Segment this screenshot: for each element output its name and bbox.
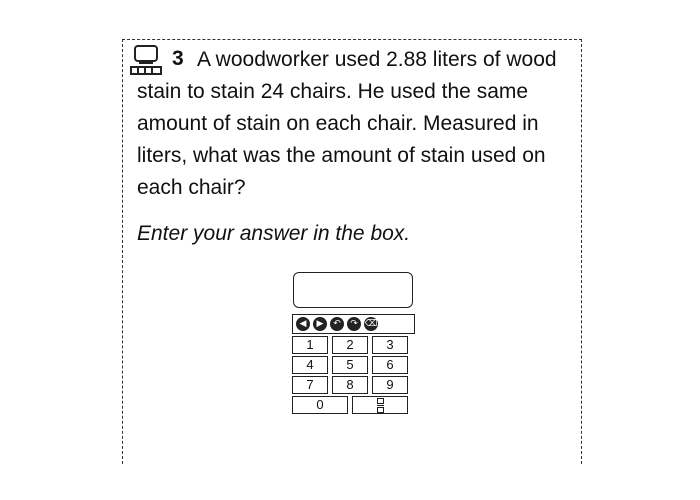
- cursor-left-icon[interactable]: ◀: [296, 317, 310, 331]
- fraction-key[interactable]: [352, 396, 408, 414]
- keypad-row-4: [292, 396, 414, 414]
- key-0[interactable]: 0: [292, 396, 348, 414]
- key-4[interactable]: 4: [292, 356, 328, 374]
- equation-keypad: [292, 314, 414, 414]
- keypad-row-3: [292, 376, 414, 394]
- key-2[interactable]: 2: [332, 336, 368, 354]
- keypad-control-row: [292, 314, 415, 334]
- question-text-rest: wood stain to stain 24 chairs. He used the same amount of stain on each chair. Measured in liters, what was the amount of stain used on each chair?: [137, 48, 557, 199]
- answer-input-box[interactable]: [293, 272, 413, 308]
- cursor-right-icon[interactable]: ▶: [313, 317, 327, 331]
- key-7[interactable]: 7: [292, 376, 328, 394]
- undo-icon[interactable]: ↶: [330, 317, 344, 331]
- key-9[interactable]: 9: [372, 376, 408, 394]
- clear-icon[interactable]: ⌫: [364, 319, 378, 329]
- keypad-row-1: [292, 336, 414, 354]
- question-frame-left-border: [122, 39, 123, 464]
- question-number: 3: [172, 47, 184, 70]
- question-text-line1: A woodworker used 2.88 liters of: [197, 48, 501, 71]
- question-frame-right-border: [581, 39, 582, 464]
- redo-icon[interactable]: ↷: [347, 317, 361, 331]
- key-8[interactable]: 8: [332, 376, 368, 394]
- key-1[interactable]: 1: [292, 336, 328, 354]
- fraction-icon: [377, 398, 384, 413]
- key-6[interactable]: 6: [372, 356, 408, 374]
- question-text: [137, 44, 577, 204]
- key-3[interactable]: 3: [372, 336, 408, 354]
- question-frame-top-border: [122, 39, 582, 40]
- answer-instruction: Enter your answer in the box.: [137, 222, 411, 245]
- key-5[interactable]: 5: [332, 356, 368, 374]
- keypad-row-2: [292, 356, 414, 374]
